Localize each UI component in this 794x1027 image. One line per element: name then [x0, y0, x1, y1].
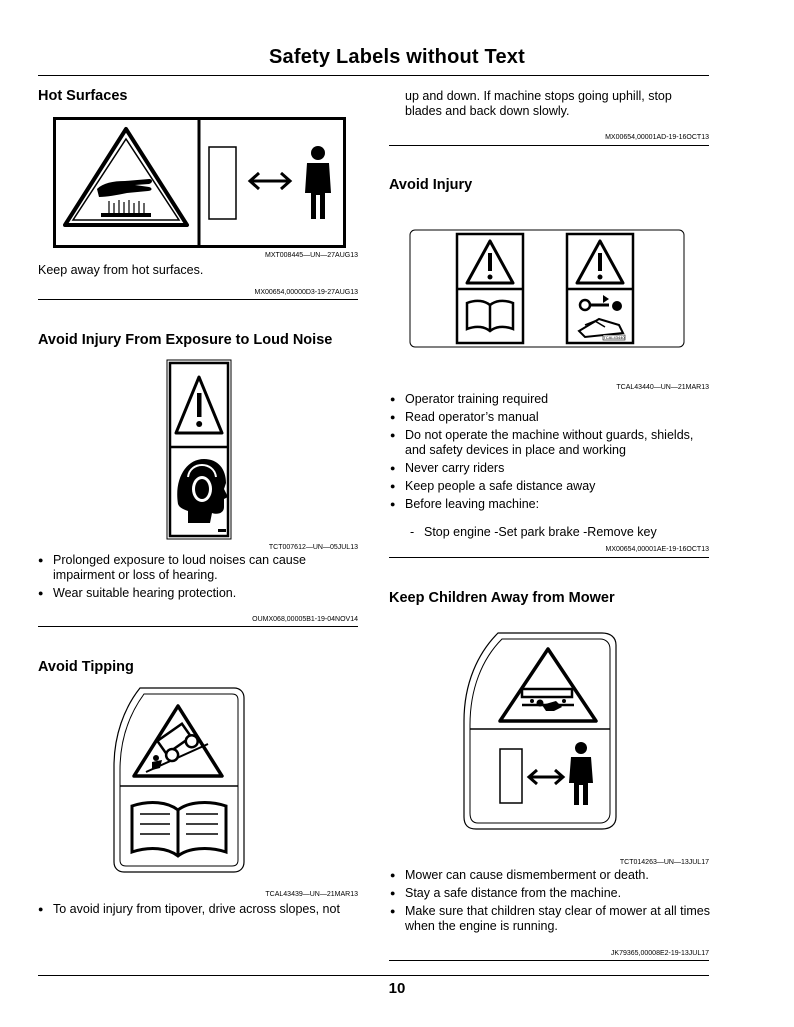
loud-noise-ref: OUMX068,00005B1-19-04NOV14	[252, 616, 358, 623]
avoid-injury-ref: MX00654,00001AE-19-16OCT13	[605, 546, 709, 553]
hot-surfaces-rule	[38, 299, 358, 300]
hot-surfaces-text: Keep away from hot surfaces.	[38, 263, 204, 277]
hot-surfaces-label-figure	[53, 117, 346, 248]
list-item: ● Keep people a safe distance away	[390, 479, 712, 494]
avoid-injury-label-figure	[409, 229, 685, 348]
avoid-injury-heading: Avoid Injury	[389, 177, 473, 193]
page-number: 10	[388, 980, 406, 997]
tipping-heading: Avoid Tipping	[38, 659, 134, 675]
list-item: ● Do not operate the machine without guards, shields, and safety devices in place and working	[390, 428, 712, 458]
tipping-label-figure	[112, 686, 247, 875]
children-figure-id: TCT014263—UN—13JUL17	[619, 859, 709, 866]
dash-glyph: -	[410, 525, 415, 539]
children-bullets	[390, 868, 712, 937]
loud-noise-label-figure	[166, 359, 232, 540]
avoid-injury-bullets	[390, 392, 712, 515]
list-item: ● Before leaving machine:	[390, 497, 712, 512]
loud-noise-figure-id: TCT007612—UN—05JUL13	[268, 544, 358, 551]
loud-noise-bullets	[38, 553, 358, 604]
title-rule	[38, 75, 709, 76]
list-item: ● Stay a safe distance from the machine.	[390, 886, 712, 901]
loud-noise-heading: Avoid Injury From Exposure to Loud Noise	[38, 332, 333, 348]
children-ref: JK79365,00008E2-19-13JUL17	[610, 950, 709, 957]
avoid-injury-sub-item	[410, 525, 657, 540]
list-item: ● Never carry riders	[390, 461, 712, 476]
tipping-continued-text: up and down. If machine stops going uphill, stop blades and back down slowly.	[405, 89, 672, 118]
hot-surfaces-figure-id: MXT008445—UN—27AUG13	[265, 252, 358, 259]
tipping-bullets	[38, 902, 368, 920]
tipping-rule	[389, 145, 709, 146]
list-item: ● Prolonged exposure to loud noises can cause impairment or loss of hearing.	[38, 553, 358, 583]
footer-rule	[38, 975, 709, 976]
children-rule	[389, 960, 709, 961]
list-item: ● Read operator’s manual	[390, 410, 712, 425]
list-item: ● Mower can cause dismemberment or death.	[390, 868, 712, 883]
tipping-figure-id: TCAL43439—UN—21MAR13	[265, 891, 358, 898]
label-stamp: TCAL43440	[603, 335, 625, 340]
list-item: ● Make sure that children stay clear of mower at all times when the engine is running.	[390, 904, 712, 934]
list-item: ● Wear suitable hearing protection.	[38, 586, 358, 601]
children-label-figure	[462, 631, 619, 831]
list-item: ● Operator training required	[390, 392, 712, 407]
list-item: ● To avoid injury from tipover, drive across slopes, not	[38, 902, 368, 917]
page-title: Safety Labels without Text	[269, 46, 525, 68]
avoid-injury-figure-id: TCAL43440—UN—21MAR13	[616, 384, 709, 391]
hot-surfaces-ref: MX00654,00000D3-19-27AUG13	[254, 289, 358, 296]
loud-noise-rule	[38, 626, 358, 627]
avoid-injury-rule	[389, 557, 709, 558]
sub-item-text: Stop engine -Set park brake -Remove key	[424, 525, 657, 539]
tipping-ref: MX00654,00001AD-19-16OCT13	[605, 134, 709, 141]
hot-surfaces-heading: Hot Surfaces	[38, 88, 128, 104]
children-heading: Keep Children Away from Mower	[389, 590, 615, 606]
